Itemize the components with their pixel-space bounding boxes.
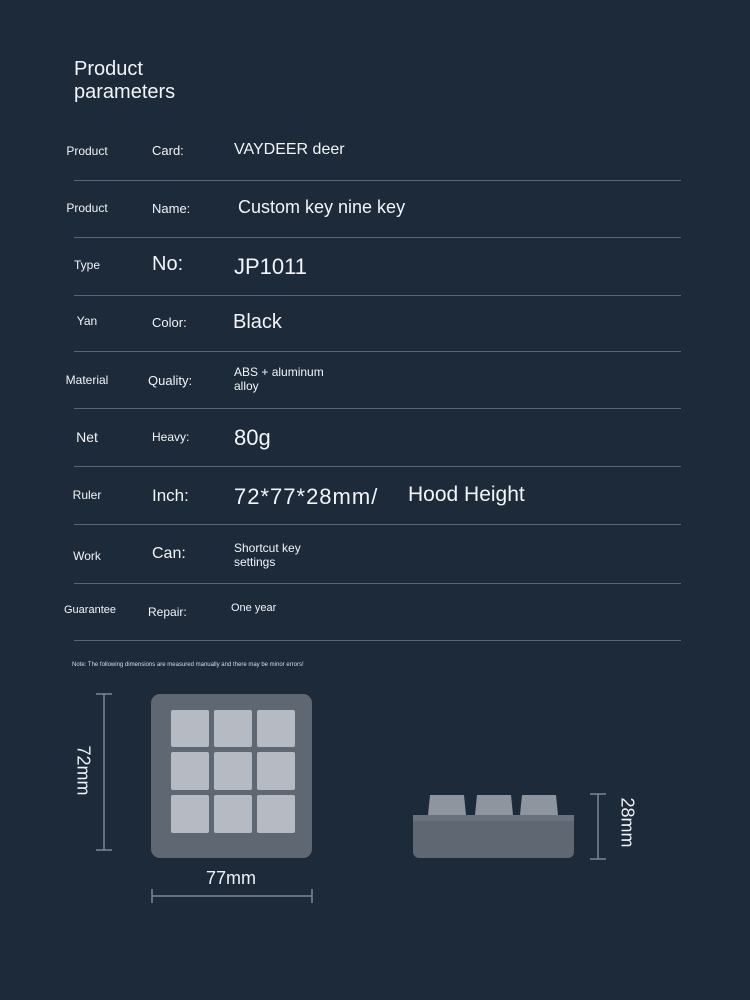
row-key: Inch: [152, 486, 189, 505]
row-value: Custom key nine key [238, 197, 406, 217]
row-value: One year [231, 602, 277, 614]
key-cap [171, 752, 209, 790]
measurement-note: Note: The following dimensions are measured manually and there may be minor errors! [72, 662, 304, 668]
row-value: Shortcut key settings [234, 541, 301, 569]
row-divider [74, 524, 681, 525]
param-row-material [0, 365, 750, 408]
depth-dimension-line [590, 794, 606, 859]
row-value: ABS + aluminum alloy [234, 365, 324, 393]
row-divider [74, 295, 681, 296]
key-cap [257, 795, 295, 833]
page-title: Product parameters [74, 58, 176, 103]
key-cap [171, 710, 209, 747]
row-divider [74, 408, 681, 409]
param-row-size [0, 483, 750, 524]
key-grid [171, 710, 295, 833]
param-row-card [0, 140, 750, 180]
row-divider [74, 237, 681, 238]
key-cap [214, 710, 252, 747]
row-label: Product [66, 201, 108, 215]
param-row-type [0, 253, 750, 295]
row-value: JP1011 [234, 254, 307, 279]
row-key: Heavy: [152, 430, 190, 444]
param-row-warranty [0, 602, 750, 640]
row-label: Ruler [72, 488, 102, 502]
row-label: Material [65, 373, 109, 387]
row-key: Quality: [148, 373, 193, 388]
row-key: Card: [152, 143, 184, 158]
device-side-view [413, 795, 574, 858]
key-cap [257, 710, 295, 747]
param-row-function [0, 541, 750, 583]
key-cap [214, 795, 252, 833]
row-label: Product [66, 144, 108, 158]
row-label: Yan [76, 314, 98, 328]
key-cap [257, 752, 295, 790]
row-divider [74, 583, 681, 584]
row-divider [74, 466, 681, 467]
row-key: No: [152, 253, 184, 275]
row-label: Work [73, 549, 101, 563]
height-dimension-line [96, 694, 112, 850]
row-value: Black [233, 311, 282, 333]
row-value: 72*77*28mm/ [234, 484, 379, 509]
row-label: Guarantee [64, 604, 116, 616]
row-divider [74, 640, 681, 641]
row-value: VAYDEER deer [234, 141, 345, 158]
row-value: 80g [234, 425, 271, 450]
width-dimension-line [152, 889, 312, 903]
key-cap [214, 752, 252, 790]
height-label: 72mm [73, 745, 94, 796]
row-label: Type [73, 258, 100, 272]
key-cap [171, 795, 209, 833]
width-label: 77mm [206, 868, 257, 888]
row-key: Name: [152, 201, 191, 216]
row-key: Can: [152, 545, 186, 562]
row-divider [74, 180, 681, 181]
param-row-name [0, 197, 750, 237]
row-label: Net [76, 429, 98, 445]
depth-label: 28mm [617, 797, 638, 848]
row-divider [74, 351, 681, 352]
row-value-extra: Hood Height [408, 483, 525, 506]
param-row-color [0, 312, 750, 351]
row-key: Color: [152, 315, 187, 330]
param-row-weight [0, 425, 750, 466]
device-top-view [151, 694, 312, 858]
row-key: Repair: [148, 605, 187, 619]
